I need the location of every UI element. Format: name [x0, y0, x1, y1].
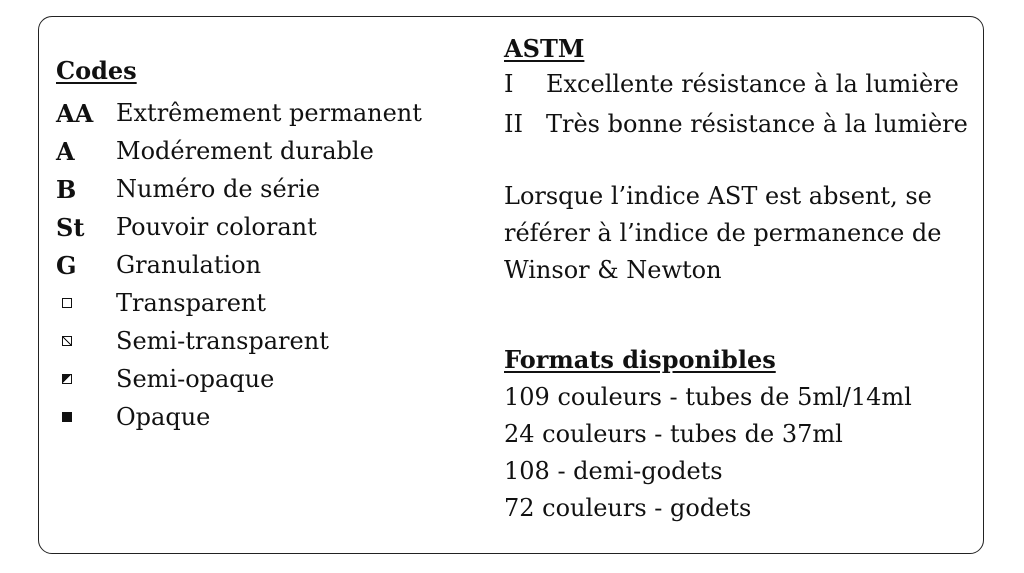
- formats-heading: Formats disponibles: [504, 345, 776, 374]
- symbol-row-semi-opaque: [56, 360, 476, 398]
- symbol-label: Semi-opaque: [116, 365, 275, 393]
- code-key: AA: [56, 98, 94, 128]
- astm-row-i: [504, 64, 984, 104]
- astm-key: II: [504, 110, 523, 138]
- astm-note: Lorsque l’indice AST est absent, se référer à l’indice de permanence de Winsor & Newton: [504, 182, 942, 284]
- code-label: Granulation: [116, 251, 262, 279]
- symbol-label: Opaque: [116, 403, 211, 431]
- code-row-a: [56, 132, 476, 170]
- astm-heading: ASTM: [504, 34, 585, 63]
- symbol-row-transparent: [56, 284, 476, 322]
- code-key: B: [56, 174, 77, 204]
- format-item: 24 couleurs - tubes de 37ml: [504, 420, 843, 448]
- formats-section: [504, 345, 984, 527]
- astm-label: Excellente résistance à la lumière: [546, 70, 959, 98]
- code-key: A: [56, 136, 75, 166]
- symbol-row-opaque: [56, 398, 476, 436]
- code-row-st: [56, 208, 476, 246]
- opaque-square-icon: [62, 412, 72, 422]
- code-label: Extrêmement permanent: [116, 99, 422, 127]
- code-label: Numéro de série: [116, 175, 321, 203]
- astm-key: I: [504, 70, 514, 98]
- semi-transparent-square-icon: [62, 336, 72, 346]
- code-key: St: [56, 212, 85, 242]
- code-label: Modérement durable: [116, 137, 374, 165]
- symbol-label: Transparent: [116, 289, 267, 317]
- codes-section: [56, 56, 476, 436]
- astm-section: [504, 34, 984, 527]
- astm-label: Très bonne résistance à la lumière: [546, 110, 968, 138]
- format-item: 109 couleurs - tubes de 5ml/14ml: [504, 383, 912, 411]
- codes-heading: Codes: [56, 56, 137, 85]
- transparent-square-icon: [62, 298, 72, 308]
- code-row-b: [56, 170, 476, 208]
- symbol-label: Semi-transparent: [116, 327, 329, 355]
- semi-opaque-square-icon: [62, 374, 72, 384]
- code-row-g: [56, 246, 476, 284]
- symbol-row-semi-transparent: [56, 322, 476, 360]
- code-key: G: [56, 250, 77, 280]
- format-item: 72 couleurs - godets: [504, 494, 752, 522]
- code-row-aa: [56, 94, 476, 132]
- format-item: 108 - demi-godets: [504, 457, 723, 485]
- code-label: Pouvoir colorant: [116, 213, 317, 241]
- astm-row-ii: [504, 104, 984, 144]
